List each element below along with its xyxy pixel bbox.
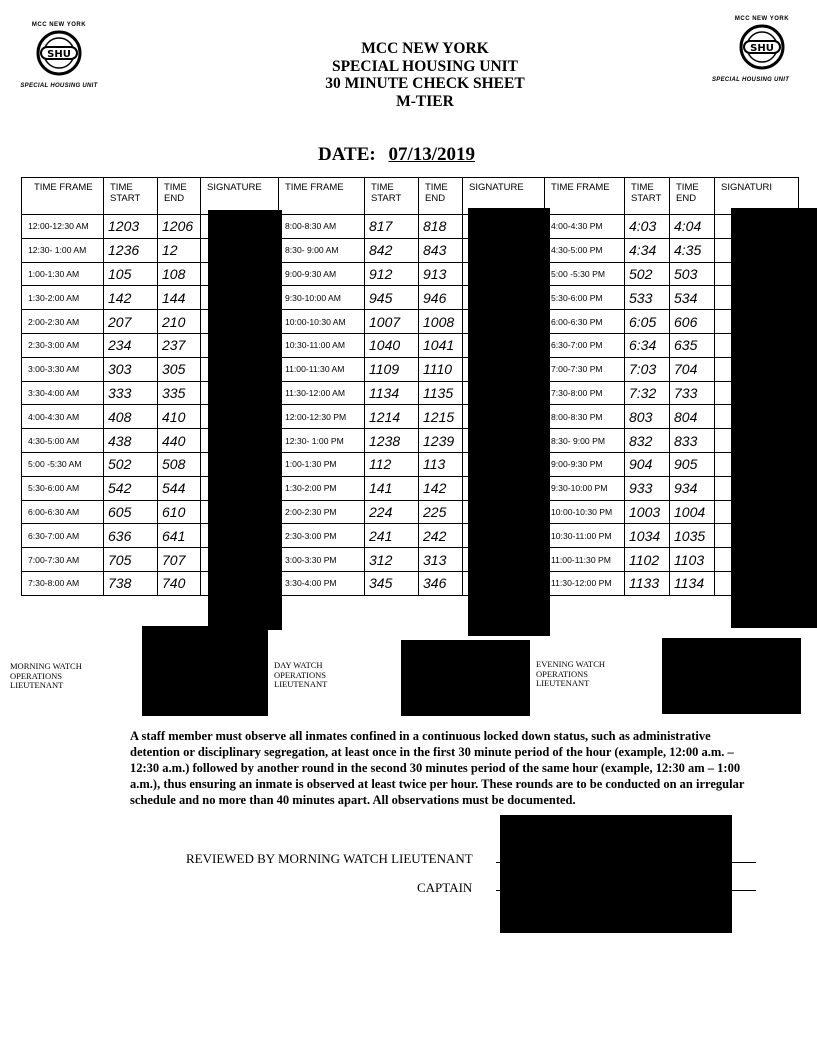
table-row (22, 381, 799, 405)
date-line (318, 144, 493, 166)
table-row (22, 548, 799, 572)
time-end-cell: 740 (158, 571, 201, 595)
table-row (22, 286, 799, 310)
time-start-cell: 7:03 (625, 357, 670, 381)
time-start-cell: 142 (104, 286, 158, 310)
time-end-cell: 1206 (158, 215, 201, 239)
time-frame-cell: 12:00-12:30 AM (22, 215, 104, 239)
time-start-cell: 4:03 (625, 215, 670, 239)
time-frame-cell: 9:30-10:00 AM (279, 286, 365, 310)
time-start-cell: 438 (104, 429, 158, 453)
time-frame-cell: 7:00-7:30 AM (22, 548, 104, 572)
day-watch-label: DAY WATCH OPERATIONS LIEUTENANT (274, 660, 328, 690)
time-end-cell: 4:35 (670, 238, 715, 262)
col-signature: SIGNATURE (463, 178, 545, 215)
time-start-cell: 1134 (365, 381, 419, 405)
time-start-cell: 817 (365, 215, 419, 239)
redacted-evening-signature (662, 638, 801, 714)
time-start-cell: 1003 (625, 500, 670, 524)
table-row (22, 429, 799, 453)
time-end-cell: 503 (670, 262, 715, 286)
header-line-2: SPECIAL HOUSING UNIT (331, 57, 519, 75)
logo-top-text: MCC NEW YORK (734, 16, 790, 22)
time-end-cell: 144 (158, 286, 201, 310)
time-frame-cell: 8:00-8:30 AM (279, 215, 365, 239)
time-end-cell: 635 (670, 333, 715, 357)
time-frame-cell: 2:00-2:30 AM (22, 310, 104, 334)
time-frame-cell: 9:00-9:30 AM (279, 262, 365, 286)
time-start-cell: 207 (104, 310, 158, 334)
date-label: DATE: (318, 144, 376, 165)
time-frame-cell: 7:00-7:30 PM (545, 357, 625, 381)
time-frame-cell: 9:00-9:30 PM (545, 452, 625, 476)
time-end-cell: 905 (670, 452, 715, 476)
time-end-cell: 108 (158, 262, 201, 286)
time-end-cell: 1110 (419, 357, 463, 381)
table-row (22, 310, 799, 334)
time-frame-cell: 3:00-3:30 PM (279, 548, 365, 572)
time-end-cell: 606 (670, 310, 715, 334)
date-value: 07/13/2019 (388, 144, 476, 165)
time-frame-cell: 11:30-12:00 PM (545, 571, 625, 595)
time-frame-cell: 4:30-5:00 PM (545, 238, 625, 262)
time-frame-cell: 4:30-5:00 AM (22, 429, 104, 453)
time-start-cell: 6:34 (625, 333, 670, 357)
time-frame-cell: 1:30-2:00 PM (279, 476, 365, 500)
time-frame-cell: 10:00-10:30 AM (279, 310, 365, 334)
time-end-cell: 335 (158, 381, 201, 405)
time-end-cell: 225 (419, 500, 463, 524)
col-time-end: TIME END (419, 178, 463, 215)
time-frame-cell: 4:00-4:30 PM (545, 215, 625, 239)
time-frame-cell: 8:00-8:30 PM (545, 405, 625, 429)
time-start-cell: 312 (365, 548, 419, 572)
time-frame-cell: 6:00-6:30 PM (545, 310, 625, 334)
time-frame-cell: 10:30-11:00 AM (279, 333, 365, 357)
time-end-cell: 818 (419, 215, 463, 239)
time-frame-cell: 4:00-4:30 AM (22, 405, 104, 429)
time-end-cell: 1035 (670, 524, 715, 548)
time-frame-cell: 6:30-7:00 AM (22, 524, 104, 548)
header-line-4: M-TIER (396, 92, 454, 110)
table-row (22, 452, 799, 476)
time-frame-cell: 2:30-3:00 PM (279, 524, 365, 548)
time-end-cell: 641 (158, 524, 201, 548)
time-start-cell: 605 (104, 500, 158, 524)
redacted-review-signatures (500, 815, 732, 933)
col-signature: SIGNATURI (715, 178, 799, 215)
time-start-cell: 1109 (365, 357, 419, 381)
time-end-cell: 610 (158, 500, 201, 524)
header-line-3: 30 MINUTE CHECK SHEET (325, 75, 525, 92)
table-row (22, 238, 799, 262)
time-start-cell: 241 (365, 524, 419, 548)
col-time-frame: TIME FRAME (22, 178, 104, 215)
time-frame-cell: 11:00-11:30 AM (279, 357, 365, 381)
time-start-cell: 705 (104, 548, 158, 572)
time-end-cell: 305 (158, 357, 201, 381)
time-start-cell: 1133 (625, 571, 670, 595)
time-frame-cell: 8:30- 9:00 AM (279, 238, 365, 262)
col-time-start: TIME START (365, 178, 419, 215)
col-time-end: TIME END (670, 178, 715, 215)
time-end-cell: 1134 (670, 571, 715, 595)
time-frame-cell: 9:30-10:00 PM (545, 476, 625, 500)
time-start-cell: 832 (625, 429, 670, 453)
col-time-frame: TIME FRAME (545, 178, 625, 215)
time-start-cell: 112 (365, 452, 419, 476)
table-row (22, 524, 799, 548)
time-end-cell: 1239 (419, 429, 463, 453)
time-frame-cell: 7:30-8:00 AM (22, 571, 104, 595)
time-end-cell: 733 (670, 381, 715, 405)
table-row (22, 215, 799, 239)
time-frame-cell: 2:30-3:00 AM (22, 333, 104, 357)
time-frame-cell: 11:00-11:30 PM (545, 548, 625, 572)
evening-watch-label: EVENING WATCH OPERATIONS LIEUTENANT (536, 659, 606, 689)
morning-watch-label: MORNING WATCH OPERATIONS LIEUTENANT (10, 661, 82, 691)
col-time-end: TIME END (158, 178, 201, 215)
time-start-cell: 7:32 (625, 381, 670, 405)
redacted-morning-signature (142, 626, 268, 716)
time-start-cell: 224 (365, 500, 419, 524)
time-start-cell: 4:34 (625, 238, 670, 262)
time-end-cell: 237 (158, 333, 201, 357)
time-frame-cell: 6:30-7:00 PM (545, 333, 625, 357)
time-end-cell: 1103 (670, 548, 715, 572)
time-end-cell: 1135 (419, 381, 463, 405)
time-frame-cell: 1:00-1:30 AM (22, 262, 104, 286)
time-start-cell: 6:05 (625, 310, 670, 334)
time-start-cell: 141 (365, 476, 419, 500)
time-start-cell: 636 (104, 524, 158, 548)
time-start-cell: 933 (625, 476, 670, 500)
time-frame-cell: 10:00-10:30 PM (545, 500, 625, 524)
time-start-cell: 502 (625, 262, 670, 286)
time-frame-cell: 3:30-4:00 PM (279, 571, 365, 595)
time-frame-cell: 3:00-3:30 AM (22, 357, 104, 381)
time-end-cell: 346 (419, 571, 463, 595)
seal-icon (36, 30, 82, 76)
time-start-cell: 502 (104, 452, 158, 476)
shu-logo-right (712, 16, 812, 83)
logo-bottom-text: SPECIAL HOUSING UNIT (20, 83, 98, 89)
time-end-cell: 913 (419, 262, 463, 286)
time-start-cell: 1102 (625, 548, 670, 572)
time-end-cell: 210 (158, 310, 201, 334)
col-time-start: TIME START (625, 178, 670, 215)
instructions-paragraph: A staff member must observe all inmates confined in a continuous locked down status, such as administrative detention or disciplinary segregation, at least once in the first 30 minute period of the hour (example, 12:00 a.m. – 12:30 a.m.) followed by another round in the second 30 minutes period of the same hour (example, 12:30 am – 1:00 a.m.), thus ensuring an inmate is observed at least twice per hour. These rounds are to be conducted on an irregular schedule and no more than 40 minutes apart. All observations must be documented. (130, 729, 745, 807)
review-captain-label: CAPTAIN (417, 880, 473, 895)
time-end-cell: 707 (158, 548, 201, 572)
time-start-cell: 345 (365, 571, 419, 595)
time-end-cell: 508 (158, 452, 201, 476)
table-header-row (22, 178, 799, 215)
time-frame-cell: 1:00-1:30 PM (279, 452, 365, 476)
time-end-cell: 843 (419, 238, 463, 262)
time-start-cell: 533 (625, 286, 670, 310)
redacted-signatures-3 (731, 208, 817, 628)
time-frame-cell: 10:30-11:00 PM (545, 524, 625, 548)
time-start-cell: 1238 (365, 429, 419, 453)
header-line-1: MCC NEW YORK (361, 40, 489, 57)
time-end-cell: 242 (419, 524, 463, 548)
time-frame-cell: 11:30-12:00 AM (279, 381, 365, 405)
table-row (22, 500, 799, 524)
time-frame-cell: 5:30-6:00 AM (22, 476, 104, 500)
table-row (22, 262, 799, 286)
time-end-cell: 1004 (670, 500, 715, 524)
seal-text: SHU (47, 49, 71, 60)
time-start-cell: 1236 (104, 238, 158, 262)
table-row (22, 571, 799, 595)
review-lieutenant-label: REVIEWED BY MORNING WATCH LIEUTENANT (186, 851, 473, 866)
time-frame-cell: 5:00 -5:30 AM (22, 452, 104, 476)
time-start-cell: 738 (104, 571, 158, 595)
time-start-cell: 1007 (365, 310, 419, 334)
redacted-signatures-2 (468, 208, 550, 636)
time-frame-cell: 12:00-12:30 PM (279, 405, 365, 429)
time-start-cell: 945 (365, 286, 419, 310)
time-end-cell: 410 (158, 405, 201, 429)
col-time-frame: TIME FRAME (279, 178, 365, 215)
redacted-signatures-1 (208, 210, 282, 630)
time-frame-cell: 7:30-8:00 PM (545, 381, 625, 405)
time-end-cell: 704 (670, 357, 715, 381)
time-end-cell: 934 (670, 476, 715, 500)
time-end-cell: 142 (419, 476, 463, 500)
col-signature: SIGNATURE (201, 178, 279, 215)
time-end-cell: 4:04 (670, 215, 715, 239)
table-row (22, 476, 799, 500)
time-frame-cell: 12:30- 1:00 PM (279, 429, 365, 453)
time-start-cell: 408 (104, 405, 158, 429)
time-end-cell: 946 (419, 286, 463, 310)
time-end-cell: 12 (158, 238, 201, 262)
time-frame-cell: 5:00 -5:30 PM (545, 262, 625, 286)
check-sheet-table (21, 177, 799, 596)
logo-top-text: MCC NEW YORK (31, 22, 87, 28)
time-start-cell: 1203 (104, 215, 158, 239)
time-frame-cell: 5:30-6:00 PM (545, 286, 625, 310)
col-time-start: TIME START (104, 178, 158, 215)
time-start-cell: 842 (365, 238, 419, 262)
time-start-cell: 912 (365, 262, 419, 286)
time-frame-cell: 1:30-2:00 AM (22, 286, 104, 310)
table-row (22, 405, 799, 429)
time-end-cell: 1215 (419, 405, 463, 429)
time-start-cell: 1034 (625, 524, 670, 548)
time-end-cell: 534 (670, 286, 715, 310)
time-start-cell: 105 (104, 262, 158, 286)
time-end-cell: 440 (158, 429, 201, 453)
document-header (280, 40, 570, 110)
time-end-cell: 313 (419, 548, 463, 572)
time-start-cell: 303 (104, 357, 158, 381)
seal-icon (739, 24, 785, 70)
time-start-cell: 333 (104, 381, 158, 405)
time-start-cell: 803 (625, 405, 670, 429)
table-row (22, 333, 799, 357)
seal-text: SHU (750, 43, 774, 54)
redacted-day-signature (401, 640, 530, 716)
logo-bottom-text: SPECIAL HOUSING UNIT (712, 77, 790, 83)
time-frame-cell: 3:30-4:00 AM (22, 381, 104, 405)
time-start-cell: 1214 (365, 405, 419, 429)
time-start-cell: 542 (104, 476, 158, 500)
time-frame-cell: 8:30- 9:00 PM (545, 429, 625, 453)
time-frame-cell: 6:00-6:30 AM (22, 500, 104, 524)
time-start-cell: 904 (625, 452, 670, 476)
time-end-cell: 544 (158, 476, 201, 500)
table-row (22, 357, 799, 381)
time-start-cell: 234 (104, 333, 158, 357)
time-end-cell: 1008 (419, 310, 463, 334)
time-end-cell: 804 (670, 405, 715, 429)
time-end-cell: 113 (419, 452, 463, 476)
time-frame-cell: 12:30- 1:00 AM (22, 238, 104, 262)
time-frame-cell: 2:00-2:30 PM (279, 500, 365, 524)
time-end-cell: 1041 (419, 333, 463, 357)
shu-logo-left (4, 22, 114, 89)
time-start-cell: 1040 (365, 333, 419, 357)
time-end-cell: 833 (670, 429, 715, 453)
